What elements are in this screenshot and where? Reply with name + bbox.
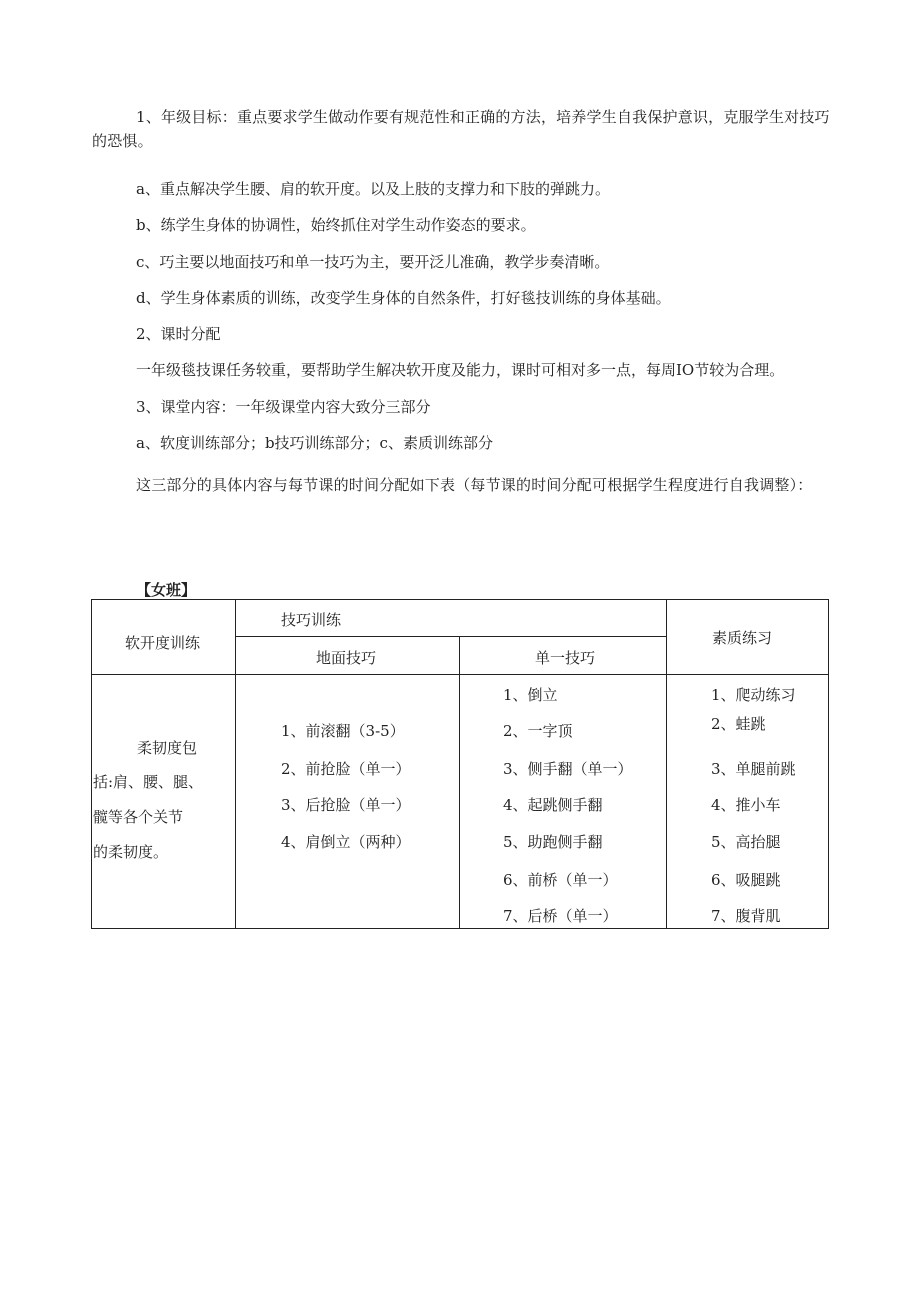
flexibility-line: 的柔韧度。 [93, 843, 169, 861]
list-item: 6、吸腿跳 [711, 871, 781, 889]
section-3-parts: a、软度训练部分；b技巧训练部分；c、素质训练部分 [136, 434, 493, 452]
list-item: 3、后抢脸（单一） [281, 796, 411, 814]
goal-item-a: a、重点解决学生腰、肩的软开度。以及上肢的支撑力和下肢的弹跳力。 [136, 180, 610, 198]
goal-paragraph: 1、年级目标：重点要求学生做动作要有规范性和正确的方法，培养学生自我保护意识，克服学生对技巧的恐惧。 [92, 108, 830, 150]
list-item: 5、高抬腿 [711, 833, 781, 851]
goal-item-d: d、学生身体素质的训练，改变学生身体的自然条件，打好毯技训练的身体基础。 [136, 289, 671, 307]
list-item: 7、腹背肌 [711, 907, 781, 925]
table-caption: 【女班】 [136, 581, 197, 599]
list-item: 7、后桥（单一） [503, 907, 618, 925]
list-item: 3、侧手翻（单一） [503, 760, 633, 778]
list-item: 2、蛙跳 [711, 715, 766, 733]
list-item: 4、起跳侧手翻 [503, 796, 603, 814]
training-table [91, 599, 829, 929]
list-item: 3、单腿前跳 [711, 760, 796, 778]
header-flexibility: 软开度训练 [125, 634, 201, 652]
flexibility-line: 柔韧度包 [137, 739, 198, 757]
flexibility-line: 髋等各个关节 [93, 808, 184, 826]
list-item: 4、肩倒立（两种） [281, 833, 411, 851]
list-item: 2、一字顶 [503, 722, 573, 740]
section-2-body: 一年级毯技课任务较重，要帮助学生解决软开度及能力，课时可相对多一点，每周IO节较为合理。 [136, 361, 785, 379]
list-item: 2、前抢脸（单一） [281, 760, 411, 778]
list-item: 1、倒立 [503, 686, 558, 704]
header-skill: 技巧训练 [281, 611, 342, 629]
header-ground: 地面技巧 [316, 649, 377, 667]
list-item: 6、前桥（单一） [503, 871, 618, 889]
list-item: 1、爬动练习 [711, 686, 796, 704]
list-item: 1、前滚翻（3-5） [281, 722, 405, 740]
section-heading-2: 2、课时分配 [136, 325, 221, 343]
header-single: 单一技巧 [535, 649, 596, 667]
list-item: 5、助跑侧手翻 [503, 833, 603, 851]
section-heading-3: 3、课堂内容：一年级课堂内容大致分三部分 [136, 398, 431, 416]
goal-item-b: b、练学生身体的协调性，始终抓住对学生动作姿态的要求。 [136, 216, 536, 234]
flexibility-line: 括:肩、腰、腿、 [93, 773, 204, 791]
header-quality: 素质练习 [712, 629, 773, 647]
list-item: 4、推小车 [711, 796, 781, 814]
section-3-intro: 这三部分的具体内容与每节课的时间分配如下表（每节课的时间分配可根据学生程度进行自我调整）： [136, 476, 813, 494]
goal-item-c: c、巧主要以地面技巧和单一技巧为主，要开泛儿准确，教学步奏清晰。 [136, 253, 610, 271]
